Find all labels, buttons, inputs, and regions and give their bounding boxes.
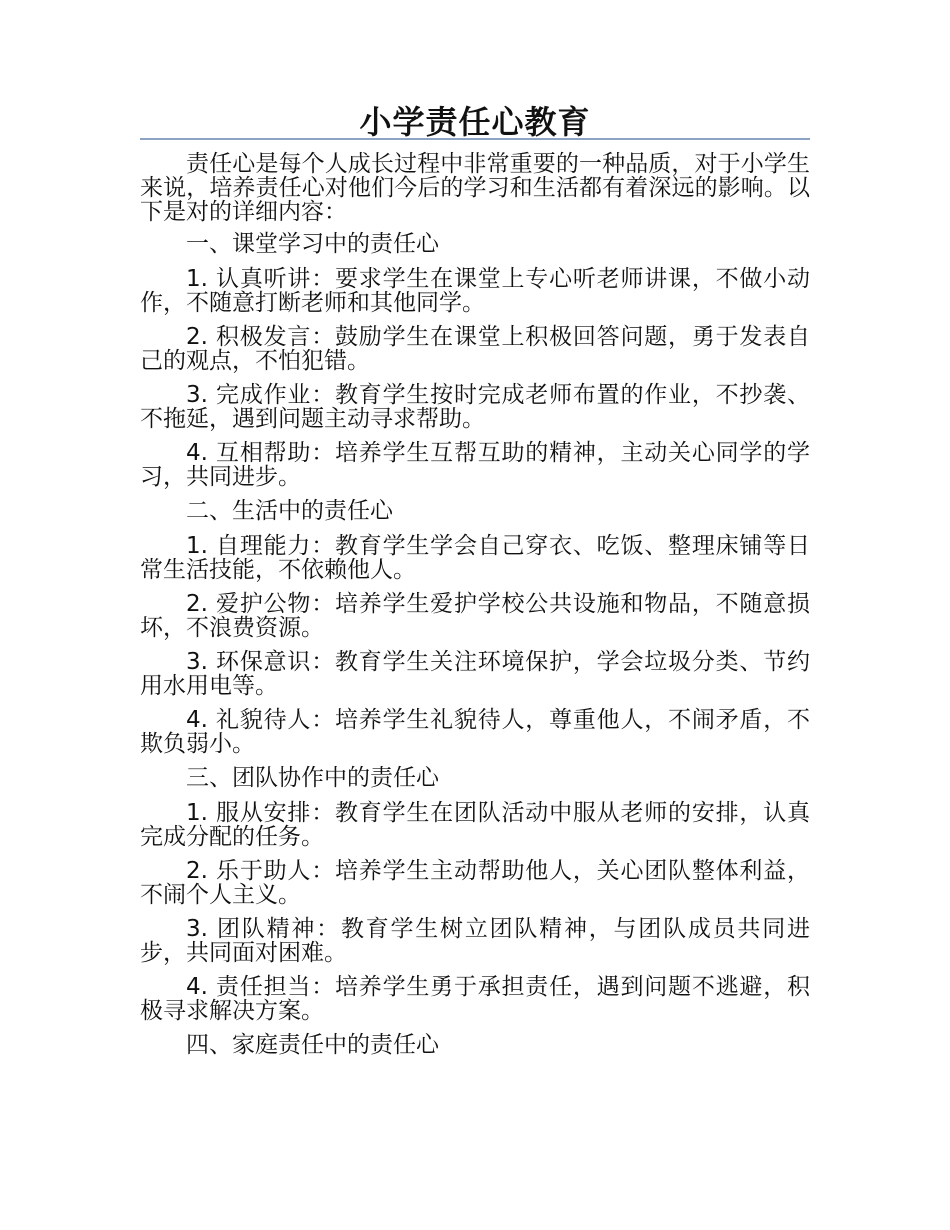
document-title: 小学责任心教育: [359, 103, 591, 141]
list-item: 3. 环保意识：教育学生关注环境保护，学会垃圾分类、节约用水用电等。: [140, 649, 810, 699]
list-item: 4. 互相帮助：培养学生互帮互助的精神，主动关心同学的学习，共同进步。: [140, 440, 810, 490]
list-item: 4. 礼貌待人：培养学生礼貌待人，尊重他人，不闹矛盾，不欺负弱小。: [140, 707, 810, 757]
list-item: 3. 团队精神：教育学生树立团队精神，与团队成员共同进步，共同面对困难。: [140, 916, 810, 966]
section-heading-classroom: 一、课堂学习中的责任心: [186, 231, 439, 257]
document-body: [140, 152, 810, 1068]
list-item: 3. 完成作业：教育学生按时完成老师布置的作业，不抄袭、不拖延，遇到问题主动寻求帮助。: [140, 382, 810, 432]
section-heading-life: 二、生活中的责任心: [186, 498, 393, 524]
title-underline: [140, 138, 810, 140]
section-heading-teamwork: 三、团队协作中的责任心: [186, 765, 439, 791]
intro-paragraph: 责任心是每个人成长过程中非常重要的一种品质，对于小学生来说，培养责任心对他们今后的学习和生活都有着深远的影响。以下是对的详细内容：: [140, 151, 810, 225]
list-item: 4. 责任担当：培养学生勇于承担责任，遇到问题不逃避，积极寻求解决方案。: [140, 974, 810, 1024]
list-item: 2. 爱护公物：培养学生爱护学校公共设施和物品，不随意损坏，不浪费资源。: [140, 591, 810, 641]
list-item: 2. 积极发言：鼓励学生在课堂上积极回答问题，勇于发表自己的观点，不怕犯错。: [140, 324, 810, 374]
section-heading-family: 四、家庭责任中的责任心: [186, 1032, 439, 1058]
list-item: 1. 服从安排：教育学生在团队活动中服从老师的安排，认真完成分配的任务。: [140, 800, 810, 850]
list-item: 1. 认真听讲：要求学生在课堂上专心听老师讲课，不做小动作，不随意打断老师和其他同学。: [140, 266, 810, 316]
list-item: 2. 乐于助人：培养学生主动帮助他人，关心团队整体利益，不闹个人主义。: [140, 858, 810, 908]
list-item: 1. 自理能力：教育学生学会自己穿衣、吃饭、整理床铺等日常生活技能，不依赖他人。: [140, 533, 810, 583]
